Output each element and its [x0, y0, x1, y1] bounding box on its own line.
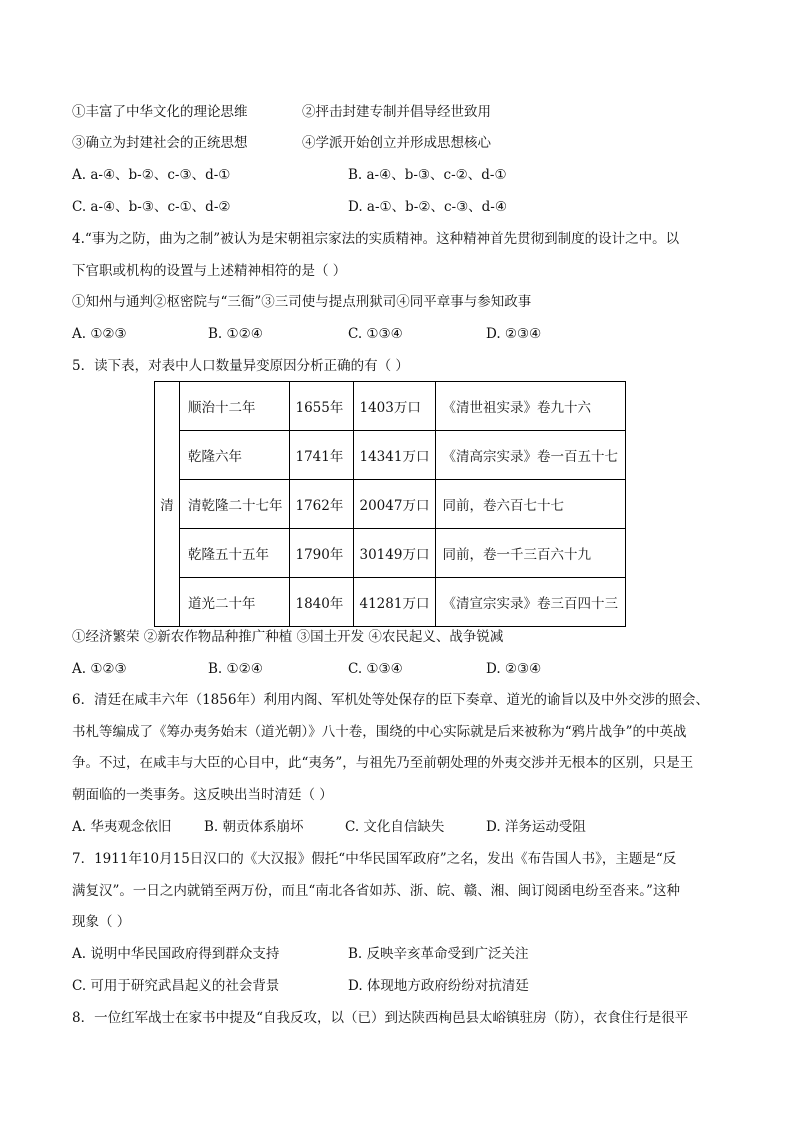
reign-cell: 乾隆五十五年	[180, 529, 290, 578]
q5-answer-a: A. ①②③	[72, 661, 127, 677]
year-cell: 1790年	[289, 529, 353, 578]
q7-answer-d: D. 体现地方政府纷纷对抗清廷	[348, 978, 529, 994]
q6-stem-line-2: 书札等编成了《筹办夷务始末（道光朝）》八十卷，围绕的中心实际就是后来被称为“鸦片战争”的中英战	[72, 724, 687, 740]
q5-answer-c: C. ①③④	[348, 661, 403, 677]
q7-answer-a: A. 说明中华民国政府得到群众支持	[72, 946, 280, 962]
table-row	[155, 382, 626, 431]
reign-cell: 顺治十二年	[180, 382, 290, 431]
year-cell: 1741年	[289, 431, 353, 480]
population-table	[154, 381, 626, 627]
q6-answer-a: A. 华夷观念依旧	[72, 819, 172, 835]
population-cell: 30149万口	[353, 529, 436, 578]
q6-answer-b: B. 朝贡体系崩坏	[204, 819, 304, 835]
q6-answer-c: C. 文化自信缺失	[345, 819, 445, 835]
year-cell: 1840年	[289, 578, 353, 627]
table-row	[155, 529, 626, 578]
q3-answer-b: B. a-④、b-③、c-②、d-①	[348, 167, 507, 183]
q6-stem-line-4: 朝面临的一类事务。这反映出当时清廷（ ）	[72, 787, 333, 803]
reign-cell: 道光二十年	[180, 578, 290, 627]
population-cell: 41281万口	[353, 578, 436, 627]
q4-answer-c: C. ①③④	[348, 326, 403, 342]
q7-answer-c: C. 可用于研究武昌起义的社会背景	[72, 978, 280, 994]
q4-answer-a: A. ①②③	[72, 326, 127, 342]
reign-cell: 清乾隆二十七年	[180, 480, 290, 529]
population-cell: 1403万口	[353, 382, 436, 431]
q7-stem-line-1: 7．1911年10月15日汉口的《大汉报》假托“中华民国军政府”之名，发出《布告国人书》，主题是“反	[72, 851, 677, 867]
year-cell: 1762年	[289, 480, 353, 529]
table-row	[155, 431, 626, 480]
q5-answer-b: B. ①②④	[208, 661, 263, 677]
source-cell: 《清宣宗实录》卷三百四十三	[436, 578, 626, 627]
q5-items: ①经济繁荣 ②新农作物品种推广种植 ③国土开发 ④农民起义、战争锐减	[72, 629, 504, 645]
q7-answer-b: B. 反映辛亥革命受到广泛关注	[348, 946, 529, 962]
population-cell: 14341万口	[353, 431, 436, 480]
q3-option-3: ③确立为封建社会的正统思想	[72, 135, 248, 151]
q7-stem-line-3: 现象（ ）	[72, 914, 131, 930]
source-cell: 同前，卷一千三百六十九	[436, 529, 626, 578]
source-cell: 《清世祖实录》卷九十六	[436, 382, 626, 431]
reign-cell: 乾隆六年	[180, 431, 290, 480]
q6-answer-d: D. 洋务运动受阻	[486, 819, 586, 835]
q4-stem-line-1: 4.“事为之防，曲为之制”被认为是宋朝祖宗家法的实质精神。这种精神首先贯彻到制度的设计之中。以	[72, 231, 680, 247]
q8-stem-line-1: 8．一位红军战士在家书中提及“自我反攻，以（已）到达陕西栒邑县太峪镇驻房（防），衣食住行是很平	[72, 1010, 689, 1026]
q3-answer-d: D. a-①、b-②、c-③、d-④	[348, 199, 507, 215]
q3-answer-c: C. a-④、b-③、c-①、d-②	[72, 199, 231, 215]
q5-answer-d: D. ②③④	[486, 661, 542, 677]
q6-stem-line-3: 争。不过，在咸丰与大臣的心目中，此“夷务”，与祖先乃至前朝处理的外夷交涉并无根本的区别，只是王	[72, 755, 694, 771]
q4-items: ①知州与通判②枢密院与“三衙”③三司使与提点刑狱司④同平章事与参知政事	[72, 294, 532, 310]
q5-stem: 5．读下表，对表中人口数量异变原因分析正确的有（ ）	[72, 358, 409, 374]
year-cell: 1655年	[289, 382, 353, 431]
q7-stem-line-2: 满复汉”。一日之内就销至两万份，而且“南北各省如苏、浙、皖、赣、湘、闽订阅函电纷至沓来。”这种	[72, 883, 680, 899]
dynasty-cell: 清	[155, 382, 180, 627]
q3-option-4: ④学派开始创立并形成思想核心	[302, 135, 491, 151]
table-row	[155, 480, 626, 529]
q3-answer-a: A. a-④、b-②、c-③、d-①	[72, 167, 231, 183]
q4-answer-b: B. ①②④	[208, 326, 263, 342]
q3-option-1: ①丰富了中华文化的理论思维	[72, 104, 248, 120]
source-cell: 同前，卷六百七十七	[436, 480, 626, 529]
q4-answer-d: D. ②③④	[486, 326, 542, 342]
source-cell: 《清高宗实录》卷一百五十七	[436, 431, 626, 480]
q3-option-2: ②抨击封建专制并倡导经世致用	[302, 104, 491, 120]
q4-stem-line-2: 下官职或机构的设置与上述精神相符的是（ ）	[72, 263, 347, 279]
population-cell: 20047万口	[353, 480, 436, 529]
q6-stem-line-1: 6．清廷在咸丰六年（1856年）利用内阁、军机处等处保存的臣下奏章、道光的谕旨以及中外交涉的照会、	[72, 692, 709, 708]
table-row	[155, 578, 626, 627]
